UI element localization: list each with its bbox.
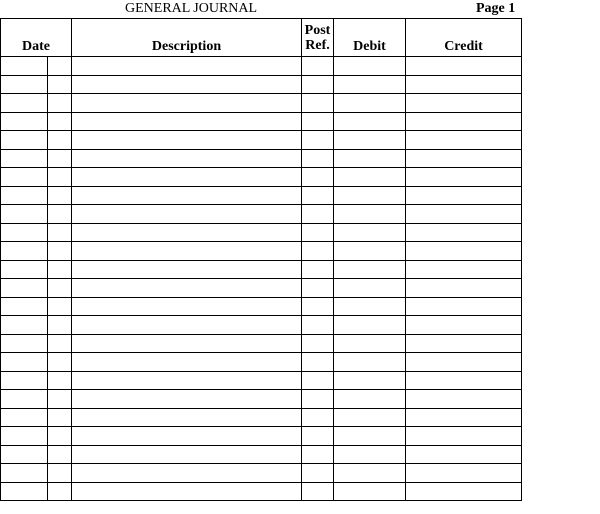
debit-cell[interactable] [334, 223, 406, 242]
credit-cell[interactable] [406, 57, 522, 76]
debit-cell[interactable] [334, 168, 406, 187]
credit-cell[interactable] [406, 75, 522, 94]
description-cell[interactable] [72, 112, 302, 131]
journal-row [1, 242, 522, 261]
post-ref-cell[interactable] [302, 94, 334, 113]
description-cell[interactable] [72, 131, 302, 150]
post-ref-line1: Post [304, 22, 331, 38]
debit-cell[interactable] [334, 94, 406, 113]
credit-cell[interactable] [406, 390, 522, 409]
journal-row [1, 316, 522, 335]
description-cell[interactable] [72, 464, 302, 483]
post-ref-cell[interactable] [302, 279, 334, 298]
month-cell[interactable] [1, 75, 48, 94]
description-cell[interactable] [72, 57, 302, 76]
post-ref-line2: Ref. [305, 37, 330, 53]
month-cell[interactable] [1, 316, 48, 335]
description-cell[interactable] [72, 168, 302, 187]
debit-column-header: Debit [334, 19, 406, 57]
debit-cell[interactable] [334, 334, 406, 353]
day-cell[interactable] [48, 482, 72, 501]
day-cell[interactable] [48, 279, 72, 298]
journal-row [1, 186, 522, 205]
post-ref-cell[interactable] [302, 464, 334, 483]
credit-cell[interactable] [406, 205, 522, 224]
credit-column-header: Credit [406, 19, 522, 57]
description-cell[interactable] [72, 316, 302, 335]
day-cell[interactable] [48, 205, 72, 224]
debit-cell[interactable] [334, 186, 406, 205]
journal-row [1, 408, 522, 427]
month-cell[interactable] [1, 445, 48, 464]
journal-row [1, 464, 522, 483]
day-cell[interactable] [48, 112, 72, 131]
header-row [1, 19, 522, 57]
post-ref-cell[interactable] [302, 353, 334, 372]
day-cell[interactable] [48, 427, 72, 446]
description-cell[interactable] [72, 279, 302, 298]
month-cell[interactable] [1, 223, 48, 242]
journal-row [1, 205, 522, 224]
description-cell[interactable] [72, 205, 302, 224]
post-ref-cell[interactable] [302, 260, 334, 279]
debit-cell[interactable] [334, 353, 406, 372]
journal-row [1, 57, 522, 76]
month-cell[interactable] [1, 260, 48, 279]
month-cell[interactable] [1, 390, 48, 409]
post-ref-cell[interactable] [302, 131, 334, 150]
credit-cell[interactable] [406, 316, 522, 335]
debit-cell[interactable] [334, 75, 406, 94]
month-cell[interactable] [1, 94, 48, 113]
post-ref-cell[interactable] [302, 427, 334, 446]
post-ref-cell[interactable] [302, 223, 334, 242]
month-cell[interactable] [1, 408, 48, 427]
month-cell[interactable] [1, 131, 48, 150]
credit-cell[interactable] [406, 186, 522, 205]
debit-cell[interactable] [334, 371, 406, 390]
journal-row [1, 131, 522, 150]
credit-cell[interactable] [406, 112, 522, 131]
description-cell[interactable] [72, 482, 302, 501]
post-ref-cell[interactable] [302, 242, 334, 261]
post-ref-cell[interactable] [302, 482, 334, 501]
post-ref-cell[interactable] [302, 390, 334, 409]
journal-row [1, 279, 522, 298]
description-column-header: Description [72, 19, 302, 57]
day-cell[interactable] [48, 390, 72, 409]
credit-cell[interactable] [406, 94, 522, 113]
month-cell[interactable] [1, 242, 48, 261]
journal-row [1, 149, 522, 168]
credit-cell[interactable] [406, 353, 522, 372]
description-cell[interactable] [72, 242, 302, 261]
post-ref-cell[interactable] [302, 297, 334, 316]
month-cell[interactable] [1, 168, 48, 187]
debit-cell[interactable] [334, 205, 406, 224]
credit-cell[interactable] [406, 149, 522, 168]
credit-cell[interactable] [406, 242, 522, 261]
day-cell[interactable] [48, 242, 72, 261]
month-cell[interactable] [1, 427, 48, 446]
credit-cell[interactable] [406, 131, 522, 150]
month-cell[interactable] [1, 57, 48, 76]
month-cell[interactable] [1, 186, 48, 205]
description-cell[interactable] [72, 260, 302, 279]
journal-row [1, 112, 522, 131]
post-ref-cell[interactable] [302, 149, 334, 168]
description-cell[interactable] [72, 186, 302, 205]
day-cell[interactable] [48, 57, 72, 76]
credit-cell[interactable] [406, 482, 522, 501]
journal-row [1, 427, 522, 446]
description-cell[interactable] [72, 223, 302, 242]
day-cell[interactable] [48, 316, 72, 335]
journal-row [1, 353, 522, 372]
day-cell[interactable] [48, 168, 72, 187]
credit-cell[interactable] [406, 168, 522, 187]
month-cell[interactable] [1, 334, 48, 353]
description-cell[interactable] [72, 75, 302, 94]
credit-cell[interactable] [406, 408, 522, 427]
credit-cell[interactable] [406, 297, 522, 316]
month-cell[interactable] [1, 205, 48, 224]
post-ref-column-header [302, 19, 334, 57]
debit-cell[interactable] [334, 242, 406, 261]
month-cell[interactable] [1, 112, 48, 131]
description-cell[interactable] [72, 297, 302, 316]
post-ref-cell[interactable] [302, 168, 334, 187]
post-ref-cell[interactable] [302, 186, 334, 205]
month-cell[interactable] [1, 353, 48, 372]
credit-cell[interactable] [406, 427, 522, 446]
description-cell[interactable] [72, 149, 302, 168]
day-cell[interactable] [48, 149, 72, 168]
debit-cell[interactable] [334, 408, 406, 427]
month-cell[interactable] [1, 297, 48, 316]
day-cell[interactable] [48, 464, 72, 483]
day-cell[interactable] [48, 186, 72, 205]
credit-cell[interactable] [406, 371, 522, 390]
day-cell[interactable] [48, 445, 72, 464]
day-cell[interactable] [48, 75, 72, 94]
description-cell[interactable] [72, 427, 302, 446]
journal-row [1, 482, 522, 501]
debit-cell[interactable] [334, 279, 406, 298]
credit-cell[interactable] [406, 279, 522, 298]
debit-cell[interactable] [334, 390, 406, 409]
day-cell[interactable] [48, 131, 72, 150]
debit-cell[interactable] [334, 445, 406, 464]
journal-row [1, 75, 522, 94]
credit-cell[interactable] [406, 445, 522, 464]
day-cell[interactable] [48, 371, 72, 390]
credit-cell[interactable] [406, 223, 522, 242]
debit-cell[interactable] [334, 316, 406, 335]
credit-cell[interactable] [406, 260, 522, 279]
description-cell[interactable] [72, 390, 302, 409]
description-cell[interactable] [72, 353, 302, 372]
day-cell[interactable] [48, 297, 72, 316]
debit-cell[interactable] [334, 482, 406, 501]
debit-cell[interactable] [334, 464, 406, 483]
month-cell[interactable] [1, 279, 48, 298]
month-cell[interactable] [1, 371, 48, 390]
post-ref-cell[interactable] [302, 316, 334, 335]
month-cell[interactable] [1, 482, 48, 501]
description-cell[interactable] [72, 408, 302, 427]
post-ref-cell[interactable] [302, 57, 334, 76]
debit-cell[interactable] [334, 112, 406, 131]
journal-row [1, 334, 522, 353]
post-ref-cell[interactable] [302, 334, 334, 353]
credit-cell[interactable] [406, 464, 522, 483]
journal-title: GENERAL JOURNAL [125, 1, 258, 16]
post-ref-cell[interactable] [302, 205, 334, 224]
day-cell[interactable] [48, 334, 72, 353]
date-column-header: Date [1, 19, 72, 57]
description-cell[interactable] [72, 94, 302, 113]
journal-row [1, 223, 522, 242]
day-cell[interactable] [48, 94, 72, 113]
debit-cell[interactable] [334, 131, 406, 150]
journal-row [1, 390, 522, 409]
credit-cell[interactable] [406, 334, 522, 353]
journal-body [1, 57, 522, 501]
day-cell[interactable] [48, 223, 72, 242]
description-cell[interactable] [72, 371, 302, 390]
month-cell[interactable] [1, 464, 48, 483]
journal-row [1, 445, 522, 464]
debit-cell[interactable] [334, 297, 406, 316]
description-cell[interactable] [72, 334, 302, 353]
page-number: Page 1 [476, 1, 516, 16]
journal-row [1, 168, 522, 187]
journal-row [1, 260, 522, 279]
journal-row [1, 297, 522, 316]
day-cell[interactable] [48, 353, 72, 372]
post-ref-cell[interactable] [302, 75, 334, 94]
debit-cell[interactable] [334, 260, 406, 279]
post-ref-cell[interactable] [302, 408, 334, 427]
debit-cell[interactable] [334, 427, 406, 446]
journal-row [1, 371, 522, 390]
debit-cell[interactable] [334, 57, 406, 76]
month-cell[interactable] [1, 149, 48, 168]
debit-cell[interactable] [334, 149, 406, 168]
description-cell[interactable] [72, 445, 302, 464]
day-cell[interactable] [48, 408, 72, 427]
journal-row [1, 94, 522, 113]
post-ref-cell[interactable] [302, 112, 334, 131]
post-ref-cell[interactable] [302, 445, 334, 464]
day-cell[interactable] [48, 260, 72, 279]
post-ref-cell[interactable] [302, 371, 334, 390]
journal-table [0, 18, 522, 501]
